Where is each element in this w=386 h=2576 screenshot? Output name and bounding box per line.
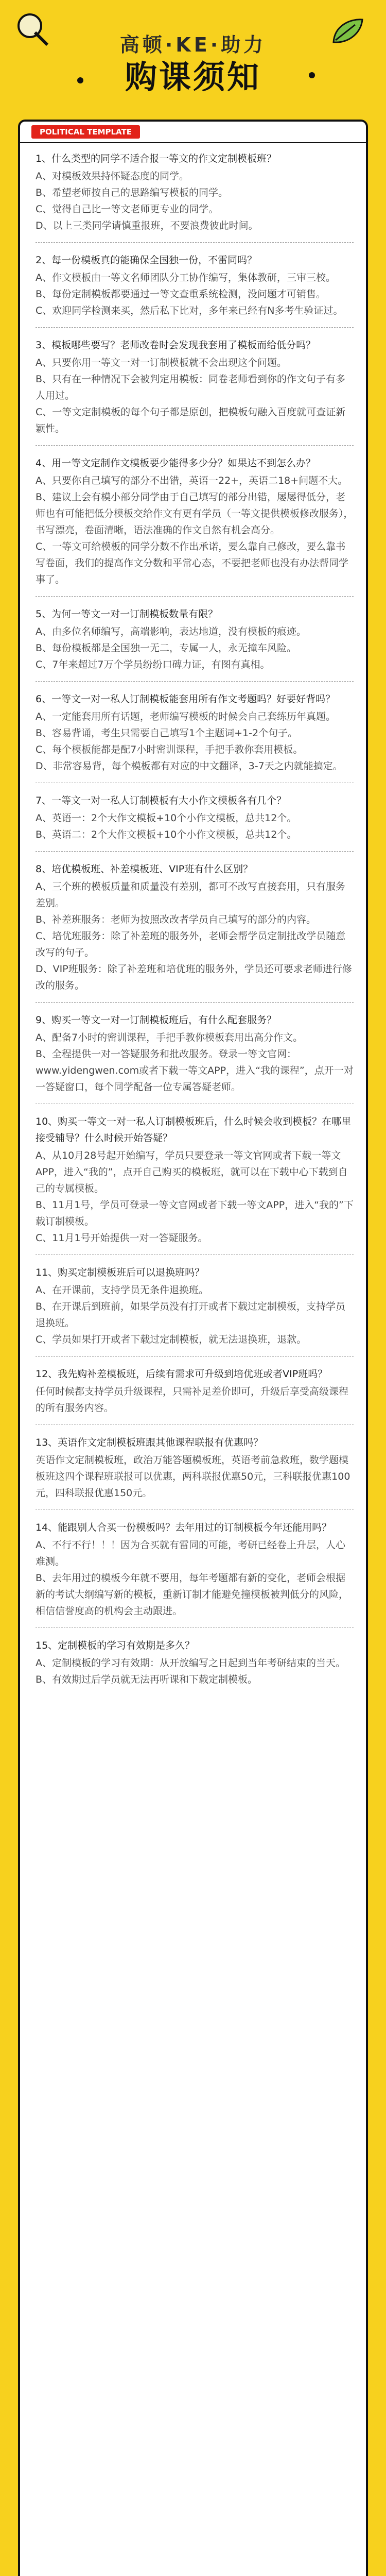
faq-answer: B、每份模板都是全国独一无二，专属一人，永无撞车风险。 (36, 642, 297, 654)
faq-answer: C、11月1号开始提供一对一答疑服务。 (36, 1232, 208, 1244)
faq-answer: A、由多位名师编写，高端影响，表达地道，没有模板的痕迹。 (36, 626, 306, 637)
faq-answer: 英语作文定制模板班，政治万能答题模板班，英语考前急救班，数学题模板班这四个课程班联报可以优惠，两科联报优惠50元，三科联报优惠100元，四科联报优惠150元。 (36, 1454, 350, 1499)
faq-item (36, 150, 354, 234)
faq-answer: C、培优班服务：除了补差班的服务外，老师会帮学员定制批改学员随意改写的句子。 (36, 930, 346, 958)
faq-question: 6、一等文一对一私人订制模板能套用所有作文考题吗？好要好背吗？ (36, 693, 336, 705)
faq-answer: C、欢迎同学检测来买，然后私下比对，多年来已经有N多考生验证过。 (36, 305, 343, 316)
political-template-tag: POLITICAL TEMPLATE (31, 125, 140, 139)
faq-answer: A、只要你用一等文一对一订制模板就不会出现这个问题。 (36, 357, 287, 368)
faq-answer: C、学员如果打开或者下载过定制模板，就无法退换班，退款。 (36, 1334, 307, 1345)
faq-answer: A、作文模板由一等文名师团队分工协作编写，集体教研，三审三校。 (36, 272, 336, 283)
faq-item (36, 1264, 354, 1348)
header-subtitle: 高顿·KE·助力 (119, 33, 267, 56)
faq-question: 8、培优模板班、补差模板班、VIP班有什么区别？ (36, 863, 253, 875)
faq-answer: A、一定能套用所有话题，老师编写模板的时候会自己套练历年真题。 (36, 711, 336, 722)
faq-question: 10、购买一等文一对一私人订制模板班后，什么时候会收到模板？在哪里接受辅导？什么时候开始答疑？ (36, 1116, 352, 1144)
divider (36, 445, 354, 446)
faq-answer: A、从10月28号起开始编写，学员只要登录一等文官网或者下载一等文APP，进入“我的”，点开自己购买的模板班，就可以在下载中心下载到自己的专属模板。 (36, 1150, 348, 1194)
faq-question: 13、英语作文定制模板班跟其他课程联报有优惠吗？ (36, 1437, 264, 1448)
faq-answer: A、只要你自己填写的部分不出错，英语一22+，英语二18+问题不大。 (36, 475, 348, 486)
faq-list (20, 143, 366, 1688)
divider (36, 1002, 354, 1003)
divider (36, 851, 354, 852)
faq-answer: C、觉得自己比一等文老师更专业的同学。 (36, 204, 219, 215)
faq-item (36, 1434, 354, 1501)
faq-answer: B、在开课后到班前，如果学员没有打开或者下载过定制模板，支持学员退换班。 (36, 1301, 346, 1329)
faq-item (36, 1113, 354, 1246)
faq-answer: A、配备7小时的密训课程，手把手教你模板套用出高分作文。 (36, 1032, 303, 1043)
faq-question: 2、每一份模板真的能确保全国独一份，不雷同吗？ (36, 255, 257, 266)
header (0, 0, 386, 118)
faq-answer: B、全程提供一对一答疑服务和批改服务。登录一等文官网：www.yidengwen.com或者下载一等文APP，进入“我的课程”，点开一对一答疑窗口，每个同学配备一位专属答疑老师。 (36, 1048, 354, 1093)
faq-answer: B、去年用过的模板今年就不要用，每年考题都有新的变化，老师会根据新的考试大纲编写新的模板，重新订制才能避免撞模板被判低分的风险，相信信誉度高的机构会主动跟进。 (36, 1572, 349, 1617)
faq-answer: D、以上三类同学请慎重报班，不要浪费彼此时间。 (36, 220, 258, 231)
faq-item (36, 691, 354, 774)
faq-item (36, 606, 354, 673)
faq-answer: A、定制模板的学习有效期：从开放编写之日起到当年考研结束的当天。 (36, 1657, 345, 1669)
faq-item (36, 337, 354, 437)
faq-item (36, 1637, 354, 1688)
faq-question: 14、能跟别人合买一份模板吗？去年用过的订制模板今年还能用吗？ (36, 1522, 332, 1533)
faq-answer: B、有效期过后学员就无法再听课和下载定制模板。 (36, 1674, 258, 1685)
faq-answer: A、英语一：2个大作文模板+10个小作文模板，总共12个。 (36, 812, 297, 824)
faq-item (36, 1519, 354, 1619)
faq-answer: A、不行不行！！！因为合买就有雷同的可能，考研已经卷上升层，人心难测。 (36, 1539, 345, 1567)
faq-answer: B、11月1号，学员可登录一等文官网或者下载一等文APP，进入“我的”下载订制模板。 (36, 1199, 354, 1227)
faq-answer: 任何时候都支持学员升级课程，只需补足差价即可，升级后享受高级课程的所有服务内容。 (36, 1386, 349, 1414)
faq-answer: A、三个班的模板质量和质量没有差别，都可不改写直接套用，只有服务差别。 (36, 881, 345, 909)
faq-answer: B、英语二：2个大作文模板+10个小作文模板，总共12个。 (36, 829, 297, 840)
faq-answer: C、一等文定制模板的每个句子都是原创，把模板句融入百度就可查证新颖性。 (36, 406, 346, 434)
faq-question: 9、购买一等文一对一订制模板班后，有什么配套服务？ (36, 1014, 277, 1026)
faq-answer: A、在开课前，支持学员无条件退换班。 (36, 1284, 208, 1296)
faq-answer: C、每个模板能都是配7小时密训课程，手把手教你套用模板。 (36, 744, 303, 755)
faq-answer: D、非常容易背，每个模板都有对应的中文翻译，3-7天之内就能搞定。 (36, 760, 343, 772)
faq-item (36, 792, 354, 843)
page-title: 购课须知 (125, 58, 261, 96)
faq-answer: C、7年来超过7万个学员纷纷口碑力证，有图有真相。 (36, 659, 270, 670)
faq-item (36, 252, 354, 319)
faq-question: 15、定制模板的学习有效期是多久？ (36, 1640, 195, 1651)
divider (36, 327, 354, 328)
faq-answer: B、每份定制模板都要通过一等文查重系统检测，没问题才可销售。 (36, 289, 326, 300)
faq-question: 7、一等文一对一私人订制模板有大小作文模板各有几个？ (36, 795, 287, 806)
faq-item (36, 1366, 354, 1416)
faq-question: 4、用一等文定制作文模板要少能得多少分？如果达不到怎么办？ (36, 457, 316, 469)
faq-answer: D、VIP班服务：除了补差班和培优班的服务外，学员还可要求老师进行修改的服务。 (36, 963, 352, 991)
faq-answer: B、希望老师按自己的思路编写模板的同学。 (36, 187, 229, 198)
faq-answer: A、对模板效果持怀疑态度的同学。 (36, 171, 189, 182)
faq-question: 11、购买定制模板班后可以退换班吗？ (36, 1267, 205, 1278)
faq-answer: B、补差班服务：老师为按照改改者学员自己填写的部分的内容。 (36, 914, 317, 925)
divider (36, 596, 354, 597)
faq-item (36, 1012, 354, 1095)
faq-question: 5、为何一等文一对一订制模板数量有限？ (36, 608, 218, 620)
divider (36, 681, 354, 682)
faq-answer: B、建议上会有模小部分同学由于自己填写的部分出错，屡屡得低分，老师也有可能把低分模板交给作文有更有学员（一等文提供模板修改服务），书写漂亮，卷面清晰，语法准确的作文自然有机会高分。 (36, 492, 354, 536)
card-header (20, 122, 366, 143)
faq-answer: B、只有在一种情况下会被判定用模板：同卷老师看到你的作文句子有多人用过。 (36, 374, 346, 401)
faq-item (36, 861, 354, 994)
divider (36, 1356, 354, 1357)
faq-card (18, 120, 368, 2576)
faq-item (36, 455, 354, 588)
faq-answer: B、容易背诵，考生只需要自己填写1个主题词+1-2个句子。 (36, 727, 298, 739)
faq-question: 12、我先购补差模板班，后续有需求可升级到培优班或者VIP班吗？ (36, 1368, 328, 1380)
faq-question: 1、什么类型的同学不适合报一等文的作文定制模板班？ (36, 153, 277, 164)
divider (36, 242, 354, 243)
faq-answer: C、一等文可给模板的同学分数不作出承诺，要么靠自己修改，要么靠书写卷面，我们的提高作文分数和平常心态，不要把老师也没有办法帮同学事了。 (36, 541, 349, 585)
faq-question: 3、模板哪些要写？老师改卷时会发现我套用了模板而给低分吗？ (36, 340, 316, 351)
